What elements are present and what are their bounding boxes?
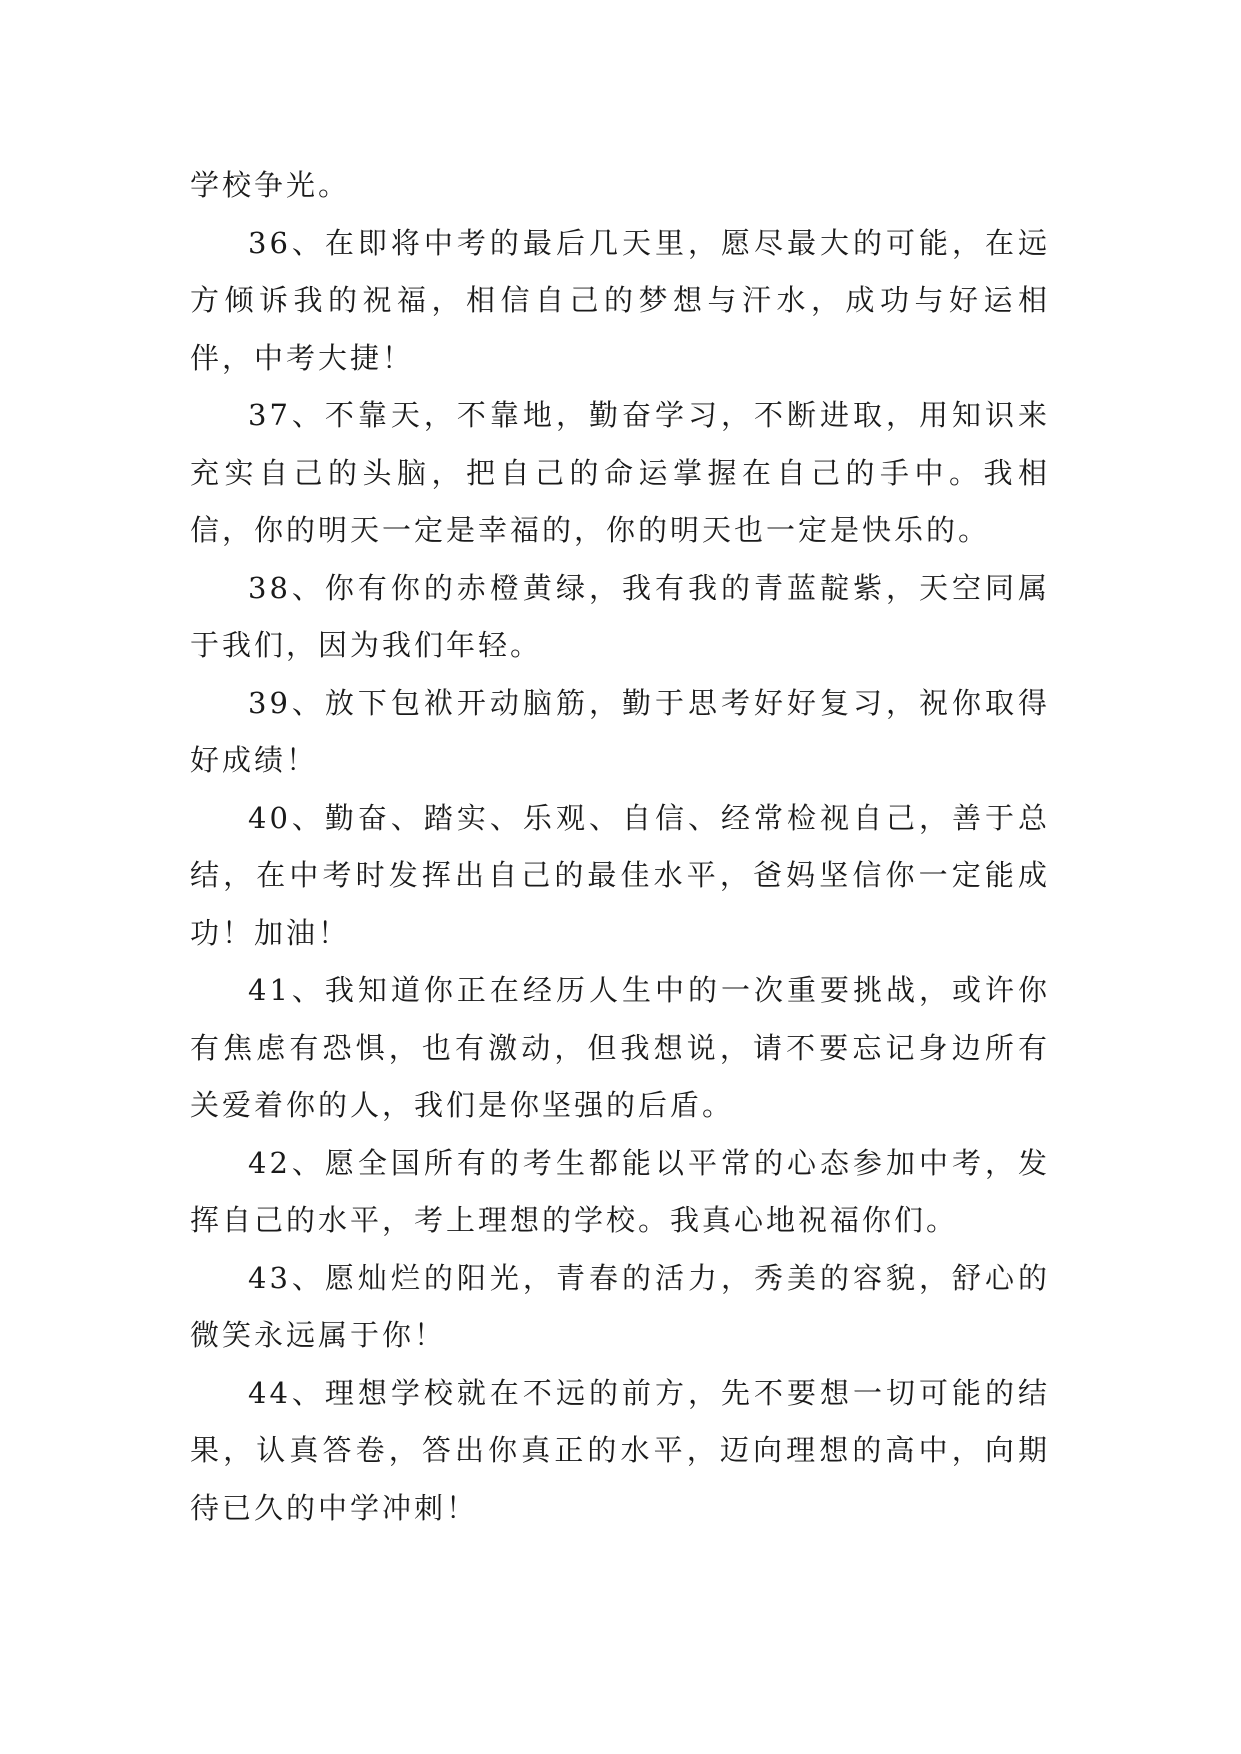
document-body: [190, 157, 1050, 1537]
paragraph-39: 39、放下包袱开动脑筋，勤于思考好好复习，祝你取得好成绩！: [190, 685, 1050, 777]
paragraph-36: 36、在即将中考的最后几天里，愿尽最大的可能，在远方倾诉我的祝福，相信自己的梦想与汗水，成功与好运相伴，中考大捷！: [190, 225, 1050, 375]
paragraph-38: 38、你有你的赤橙黄绿，我有我的青蓝靛紫，天空同属于我们，因为我们年轻。: [190, 570, 1050, 662]
paragraph-42: 42、愿全国所有的考生都能以平常的心态参加中考，发挥自己的水平，考上理想的学校。我真心地祝福你们。: [190, 1145, 1050, 1237]
paragraph-37: 37、不靠天，不靠地，勤奋学习，不断进取，用知识来充实自己的头脑，把自己的命运掌握在自己的手中。我相信，你的明天一定是幸福的，你的明天也一定是快乐的。: [190, 398, 1050, 547]
paragraph-43: 43、愿灿烂的阳光，青春的活力，秀美的容貌，舒心的微笑永远属于你！: [190, 1260, 1050, 1352]
paragraph-44: 44、理想学校就在不远的前方，先不要想一切可能的结果，认真答卷，答出你真正的水平，迈向理想的高中，向期待已久的中学冲刺！: [190, 1375, 1050, 1525]
paragraph-41: 41、我知道你正在经历人生中的一次重要挑战，或许你有焦虑有恐惧，也有激动，但我想说，请不要忘记身边所有关爱着你的人，我们是你坚强的后盾。: [190, 973, 1050, 1122]
paragraph-40: 40、勤奋、踏实、乐观、自信、经常检视自己，善于总结，在中考时发挥出自己的最佳水平，爸妈坚信你一定能成功！加油！: [190, 800, 1050, 950]
paragraph-continuation: 学校争光。: [190, 168, 351, 202]
